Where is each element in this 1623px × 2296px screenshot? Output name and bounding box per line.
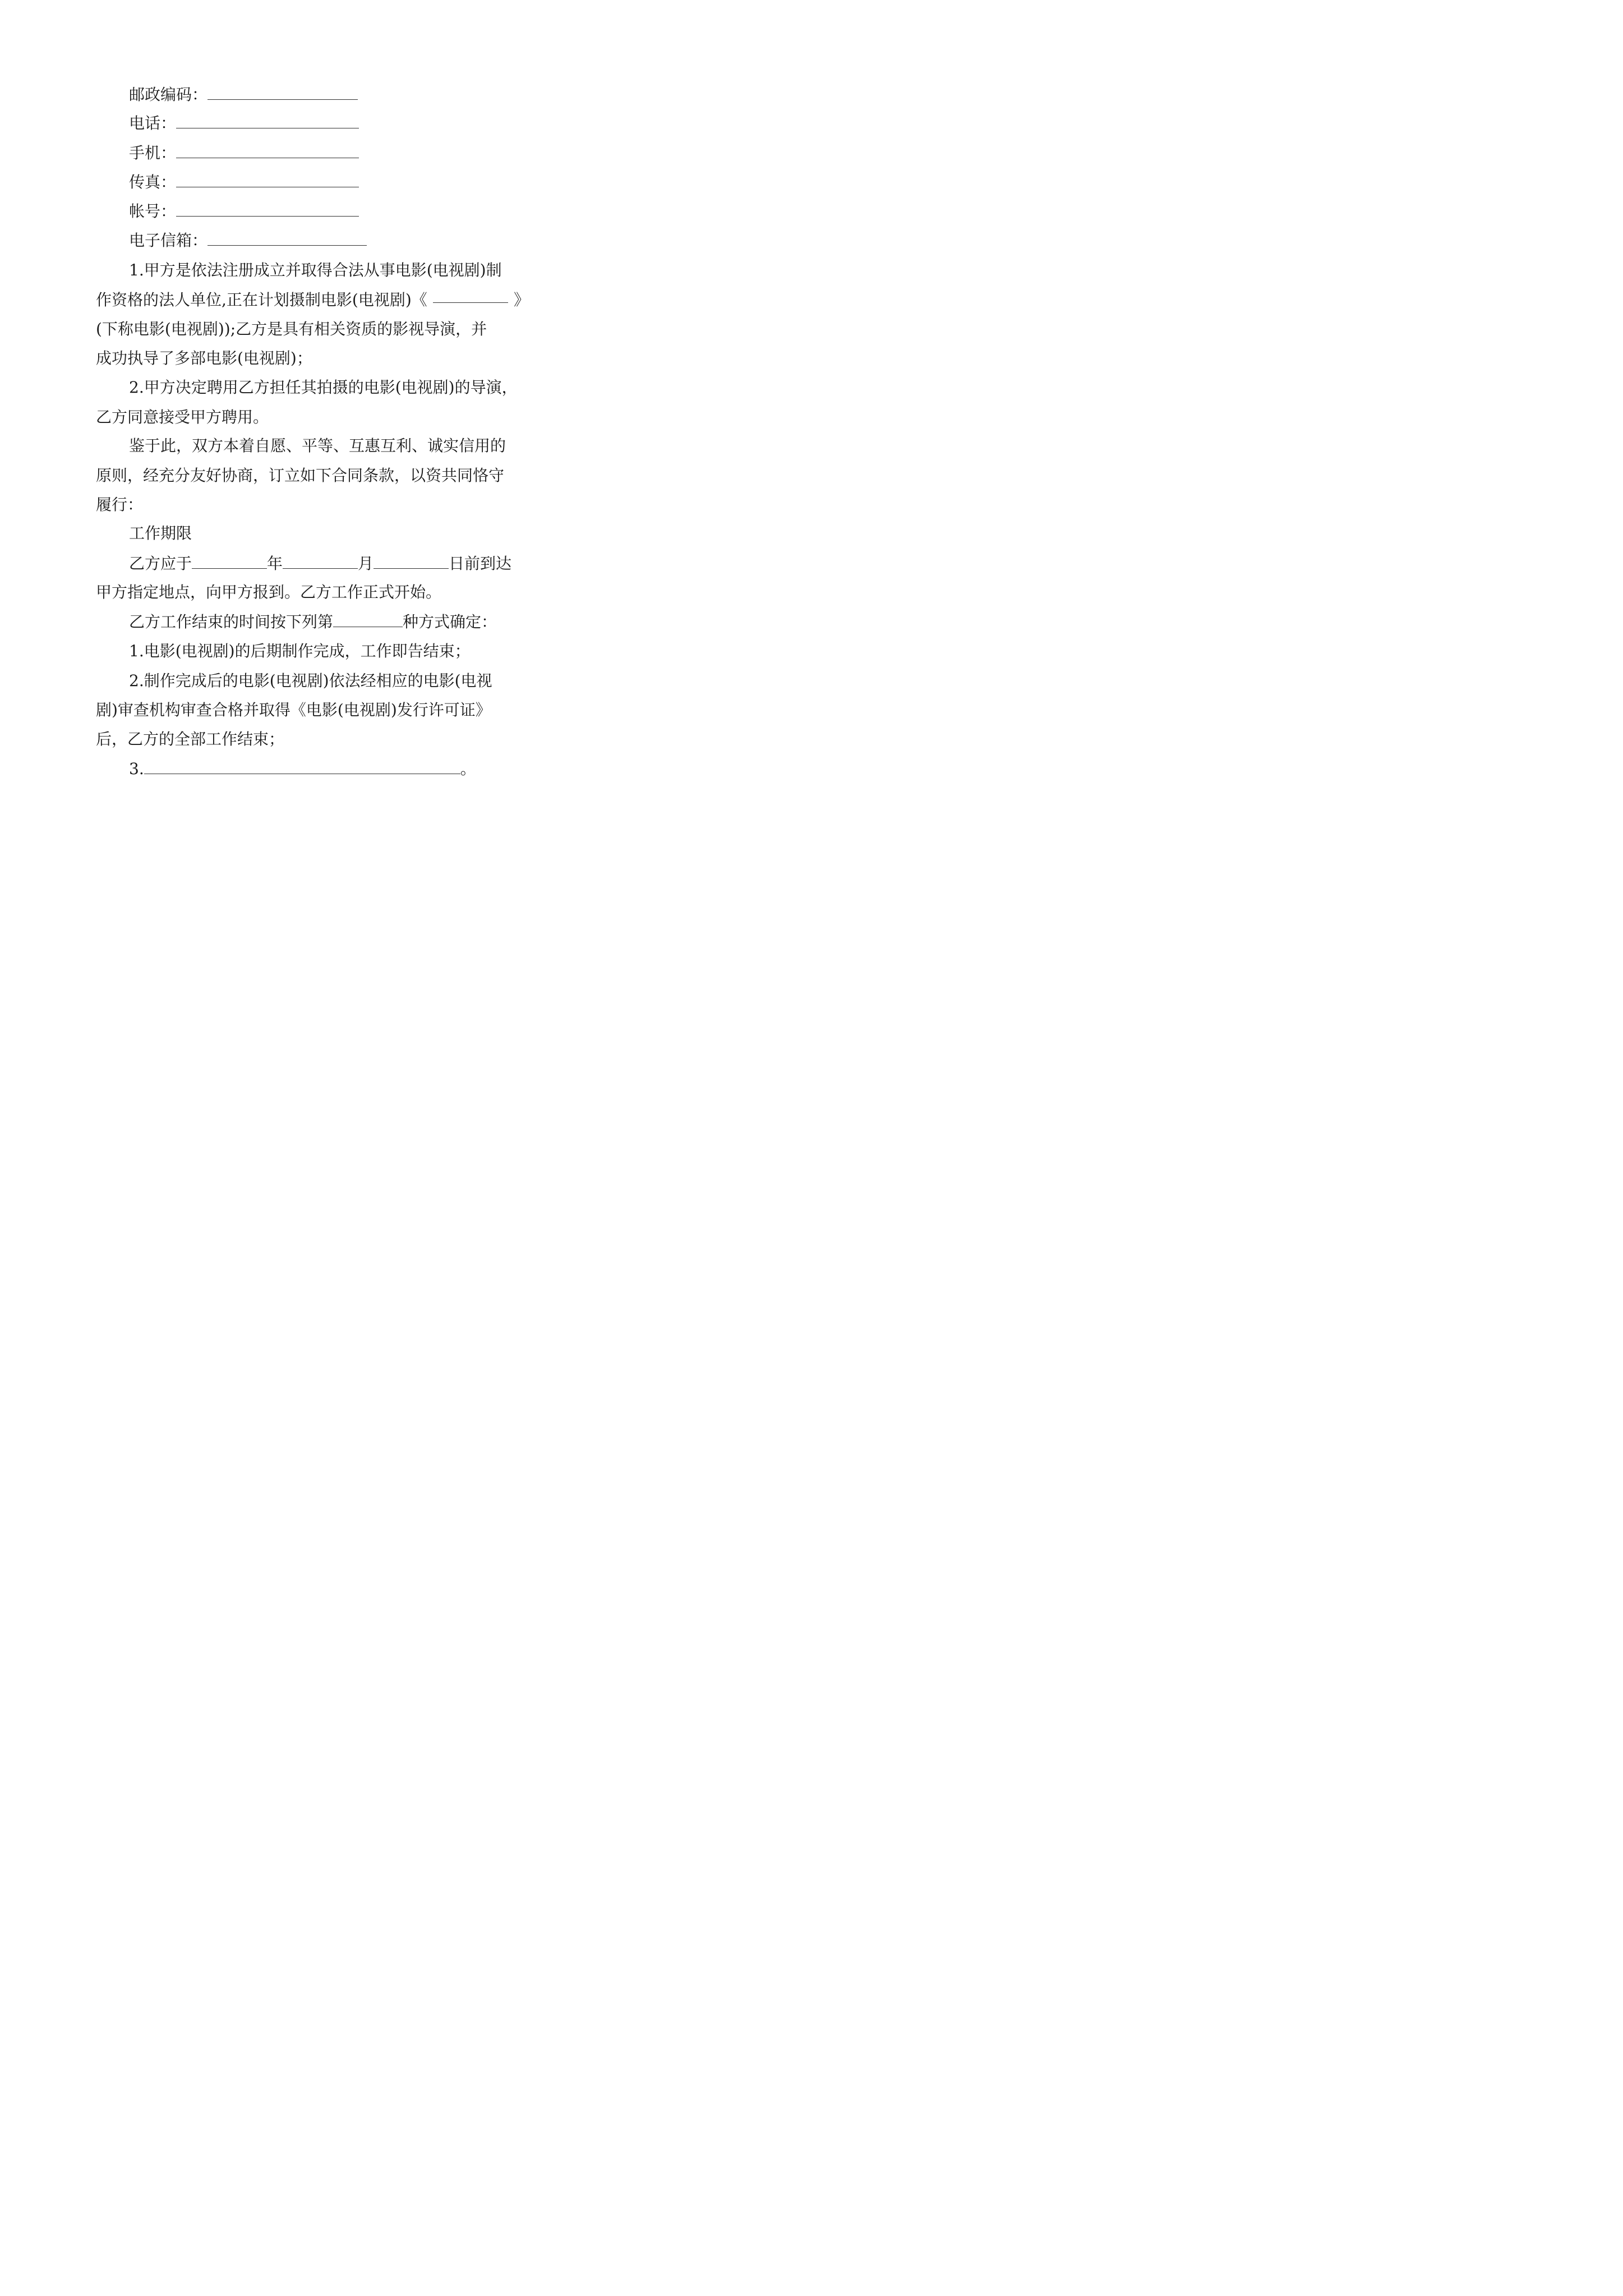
recital-2-line-2: 乙方同意接受甲方聘用。 [96,408,269,426]
start-clause-line-1 [129,554,511,574]
fax-label: 传真： [129,173,177,191]
phone-label: 电话： [129,114,177,132]
film-title-blank[interactable] [433,290,508,303]
start-clause-line-2: 甲方指定地点，向甲方报到。乙方工作正式开始。 [96,583,442,601]
preamble-line-1: 鉴于此，双方本着自愿、平等、互惠互利、诚实信用的 [129,436,506,455]
option-3-suffix: 。 [460,760,476,778]
recital-1-line-3: (下称电影(电视剧));乙方是具有相关资质的影视导演，并 [96,320,487,338]
phone-field [129,113,359,134]
email-label: 电子信箱： [129,231,208,250]
fax-field [129,172,359,192]
option-2-line-3: 后，乙方的全部工作结束； [96,730,285,748]
recital-1-line-2 [96,290,529,310]
recital-1-line-4: 成功执导了多部电影(电视剧)； [96,349,312,367]
end-clause-line [129,612,497,632]
account-label: 帐号： [129,202,177,220]
option-3 [129,759,476,779]
start-clause-text-2: 日前到达 [449,554,512,573]
start-clause-year: 年 [267,554,283,573]
postal-code-label: 邮政编码： [129,85,208,104]
mobile-label: 手机： [129,144,177,162]
postal-code-blank[interactable] [208,87,358,100]
section-title-work-period: 工作期限 [129,524,192,542]
method-number-blank[interactable] [333,614,403,627]
start-clause-text-1: 乙方应于 [129,554,192,573]
phone-blank[interactable] [176,116,359,128]
recital-1-line-2-close: 》 [513,291,529,309]
account-blank[interactable] [176,204,359,217]
day-blank[interactable] [374,556,449,569]
option-1: 1.电影(电视剧)的后期制作完成，工作即告结束； [129,642,471,660]
recital-1-line-2-text: 作资格的法人单位,正在计划摄制电影(电视剧)《 [96,291,427,309]
email-field [129,231,367,251]
document-page [0,0,630,890]
month-blank[interactable] [283,556,358,569]
end-clause-text-1: 乙方工作结束的时间按下列第 [129,613,334,631]
end-clause-text-2: 种方式确定： [403,613,497,631]
preamble-line-3: 履行： [96,495,144,514]
option-2-line-1: 2.制作完成后的电影(电视剧)依法经相应的电影(电视 [129,671,492,690]
account-field [129,201,359,222]
postal-code-field [129,85,358,105]
start-clause-month: 月 [358,554,374,573]
email-blank[interactable] [208,233,367,246]
option-3-prefix: 3. [129,760,144,778]
fax-blank[interactable] [176,174,359,187]
mobile-field [129,143,359,163]
year-blank[interactable] [192,556,267,569]
recital-1-line-1: 1.甲方是依法注册成立并取得合法从事电影(电视剧)制 [129,261,502,279]
option-3-blank[interactable] [144,761,460,774]
option-2-line-2: 剧)审查机构审查合格并取得《电影(电视剧)发行许可证》 [96,701,491,719]
recital-2-line-1: 2.甲方决定聘用乙方担任其拍摄的电影(电视剧)的导演， [129,378,518,397]
preamble-line-2: 原则，经充分友好协商，订立如下合同条款，以资共同恪守 [96,466,505,485]
mobile-blank[interactable] [176,145,359,158]
